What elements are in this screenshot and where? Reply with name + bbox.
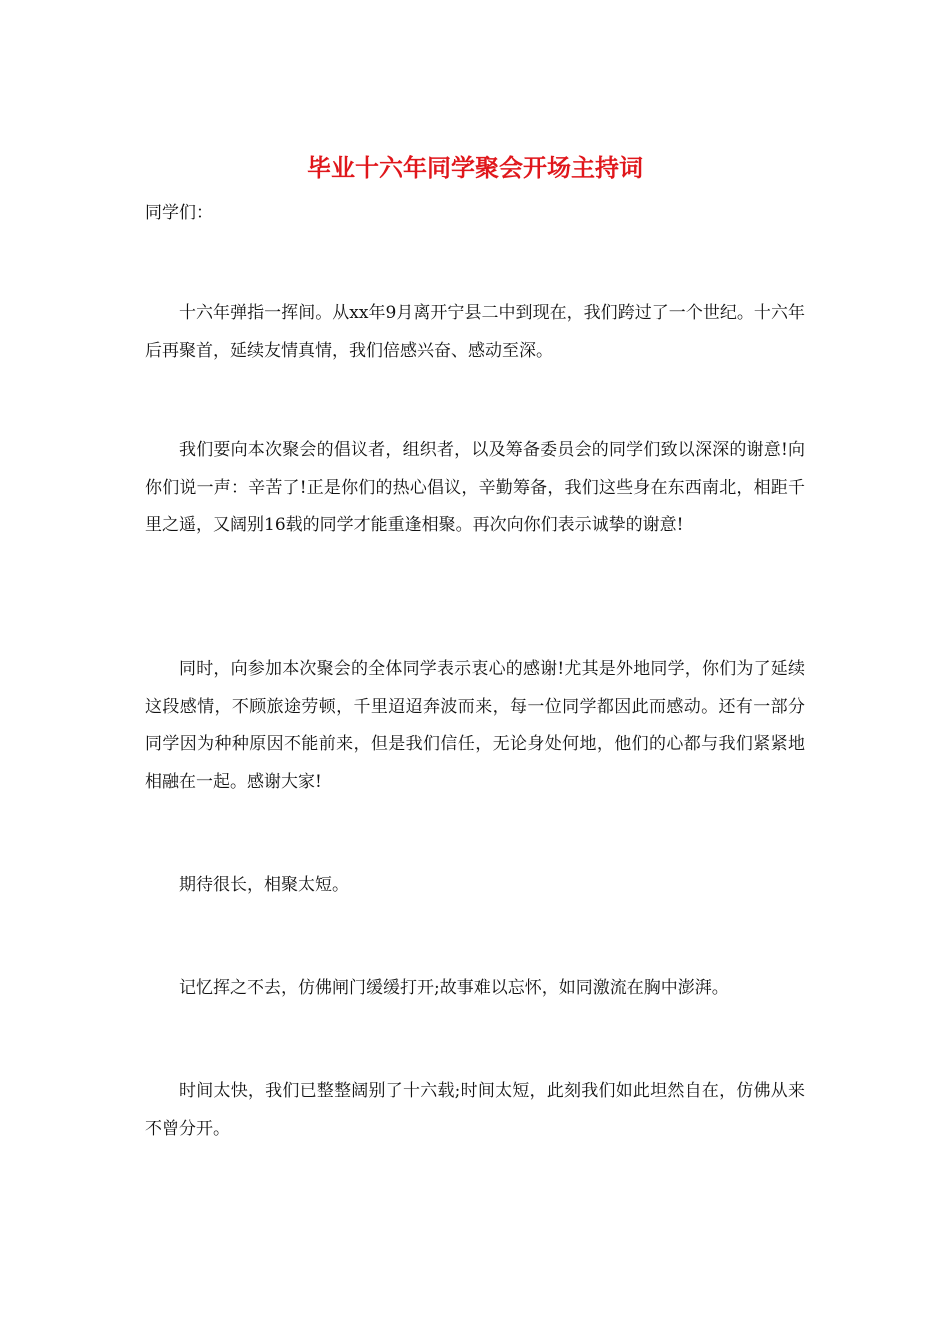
paragraph-6: 时间太快，我们已整整阔别了十六载;时间太短，此刻我们如此坦然自在，仿佛从来不曾分开。: [145, 1081, 805, 1139]
salutation: 同学们：: [145, 203, 213, 223]
paragraph-5: 记忆挥之不去，仿佛闸门缓缓打开;故事难以忘怀，如同激流在胸中澎湃。: [179, 978, 729, 998]
paragraph-3: 同时，向参加本次聚会的全体同学表示衷心的感谢!尤其是外地同学，你们为了延续这段感情，不顾旅途劳顿，千里迢迢奔波而来，每一位同学都因此而感动。还有一部分同学因为种种原因不能前来，但是我们信任，无论身处何地，他们的心都与我们紧紧地相融在一起。感谢大家!: [145, 659, 805, 792]
paragraph-4: 期待很长，相聚太短。: [179, 875, 349, 895]
paragraph-1: 十六年弹指一挥间。从xx年9月离开宁县二中到现在，我们跨过了一个世纪。十六年后再聚首，延续友情真情，我们倍感兴奋、感动至深。: [145, 303, 805, 361]
document-title: 毕业十六年同学聚会开场主持词: [307, 153, 643, 182]
paragraph-2: 我们要向本次聚会的倡议者，组织者，以及筹备委员会的同学们致以深深的谢意!向你们说一声：辛苦了!正是你们的热心倡议，辛勤筹备，我们这些身在东西南北，相距千里之遥，又阔别16载的同学才能重逢相聚。再次向你们表示诚挚的谢意!: [145, 440, 805, 535]
